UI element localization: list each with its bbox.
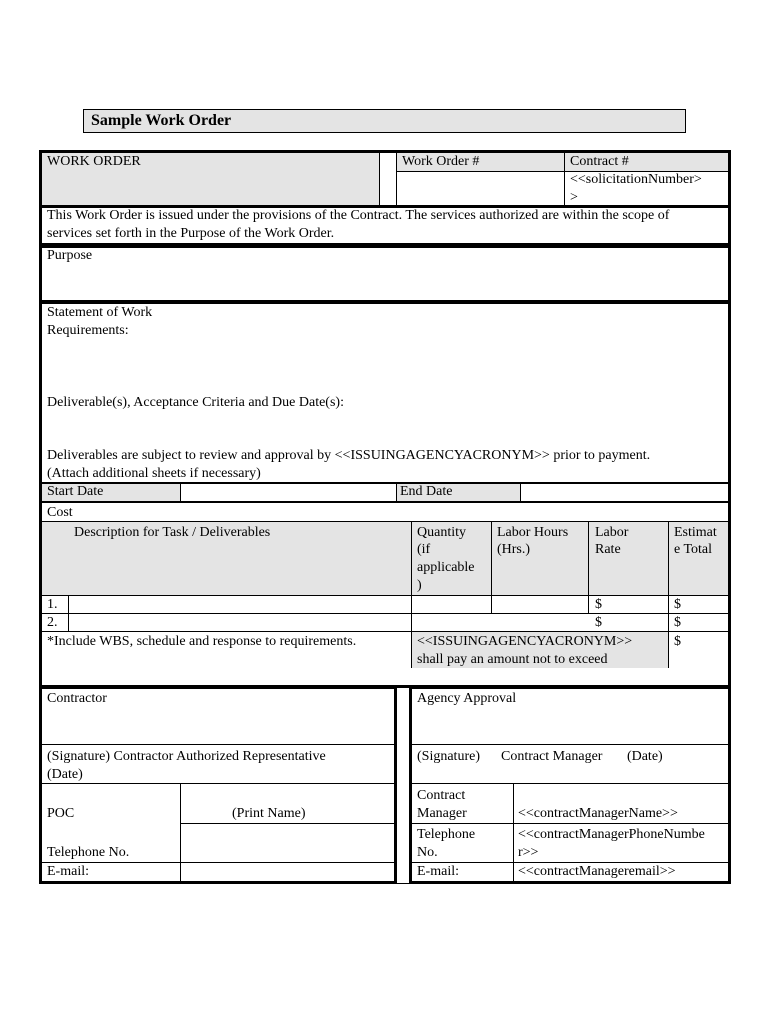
contract-manager-label: Contract: [417, 788, 466, 803]
contractor-email-label: E-mail:: [47, 864, 89, 879]
purpose-section: [39, 245, 731, 303]
sow-deliverables: Deliverable(s), Acceptance Criteria and Due Date(s):: [47, 395, 344, 410]
sow-requirements: Requirements:: [47, 323, 129, 338]
purpose-label: Purpose: [47, 248, 93, 263]
not-to-exceed-value: $: [674, 634, 681, 649]
col-estimate-total: e Total: [674, 542, 713, 557]
poc-label: POC: [47, 806, 75, 821]
approval-section: [39, 686, 731, 884]
start-date-label: Start Date: [47, 484, 104, 499]
contract-manager-phone: r>>: [518, 845, 539, 860]
contract-manager-label: Manager: [417, 806, 467, 821]
contractor-heading: Contractor: [47, 691, 107, 706]
col-quantity: applicable: [417, 560, 475, 575]
col-labor-rate: Labor: [595, 525, 629, 540]
sow-approval-text: Deliverables are subject to review and approval by <<ISSUINGAGENCYACRONYM>> prior to payment.: [47, 448, 651, 463]
col-labor-hours: (Hrs.): [497, 542, 531, 557]
end-date-label: End Date: [400, 484, 453, 499]
cost-label: Cost: [47, 505, 73, 520]
provisions-text-cont: services set forth in the Purpose of the Work Order.: [47, 226, 335, 241]
contract-manager-phone: <<contractManagerPhoneNumbe: [518, 827, 705, 842]
agency-telephone-label: No.: [417, 845, 438, 860]
not-to-exceed-text-cont: shall pay an amount not to exceed: [417, 652, 608, 667]
col-quantity: Quantity: [417, 525, 466, 540]
contract-manager-email: <<contractManageremail>>: [518, 864, 676, 879]
col-labor-rate: Rate: [595, 542, 621, 557]
sow-heading: Statement of Work: [47, 305, 153, 320]
wbs-note: *Include WBS, schedule and response to requirements.: [47, 634, 357, 649]
work-order-number-label: Work Order #: [402, 154, 480, 169]
solicitation-number-value: <<solicitationNumber>: [570, 172, 702, 187]
solicitation-number-value-cont: >: [570, 190, 578, 205]
table-row-total: $: [674, 615, 681, 630]
contract-manager-name: <<contractManagerName>>: [518, 806, 678, 821]
sow-attach-note: (Attach additional sheets if necessary): [47, 466, 261, 481]
col-estimate-total: Estimat: [674, 525, 717, 540]
table-row-total: $: [674, 597, 681, 612]
col-description: Description for Task / Deliverables: [74, 525, 271, 540]
col-labor-hours: Labor Hours: [497, 525, 569, 540]
agency-signature-line: (Signature) Contract Manager (Date): [417, 749, 663, 764]
provisions-text: This Work Order is issued under the provisions of the Contract. The services authorized are within the scope of: [47, 208, 670, 223]
page-title: Sample Work Order: [83, 109, 686, 133]
work-order-label: WORK ORDER: [47, 154, 141, 169]
contractor-signature-date: (Date): [47, 767, 83, 782]
agency-telephone-label: Telephone: [417, 827, 476, 842]
agency-approval-heading: Agency Approval: [417, 691, 517, 706]
not-to-exceed-text: <<ISSUINGAGENCYACRONYM>>: [417, 634, 633, 649]
contractor-telephone-label: Telephone No.: [47, 845, 130, 860]
agency-email-label: E-mail:: [417, 864, 459, 879]
contractor-signature-line: (Signature) Contractor Authorized Representative: [47, 749, 326, 764]
table-row-number: 1.: [47, 597, 58, 612]
col-quantity: ): [417, 578, 422, 593]
col-quantity: (if: [417, 542, 431, 557]
contract-number-label: Contract #: [570, 154, 629, 169]
print-name-label: (Print Name): [232, 806, 306, 821]
table-row-rate: $: [595, 615, 602, 630]
table-row-number: 2.: [47, 615, 58, 630]
table-row-rate: $: [595, 597, 602, 612]
